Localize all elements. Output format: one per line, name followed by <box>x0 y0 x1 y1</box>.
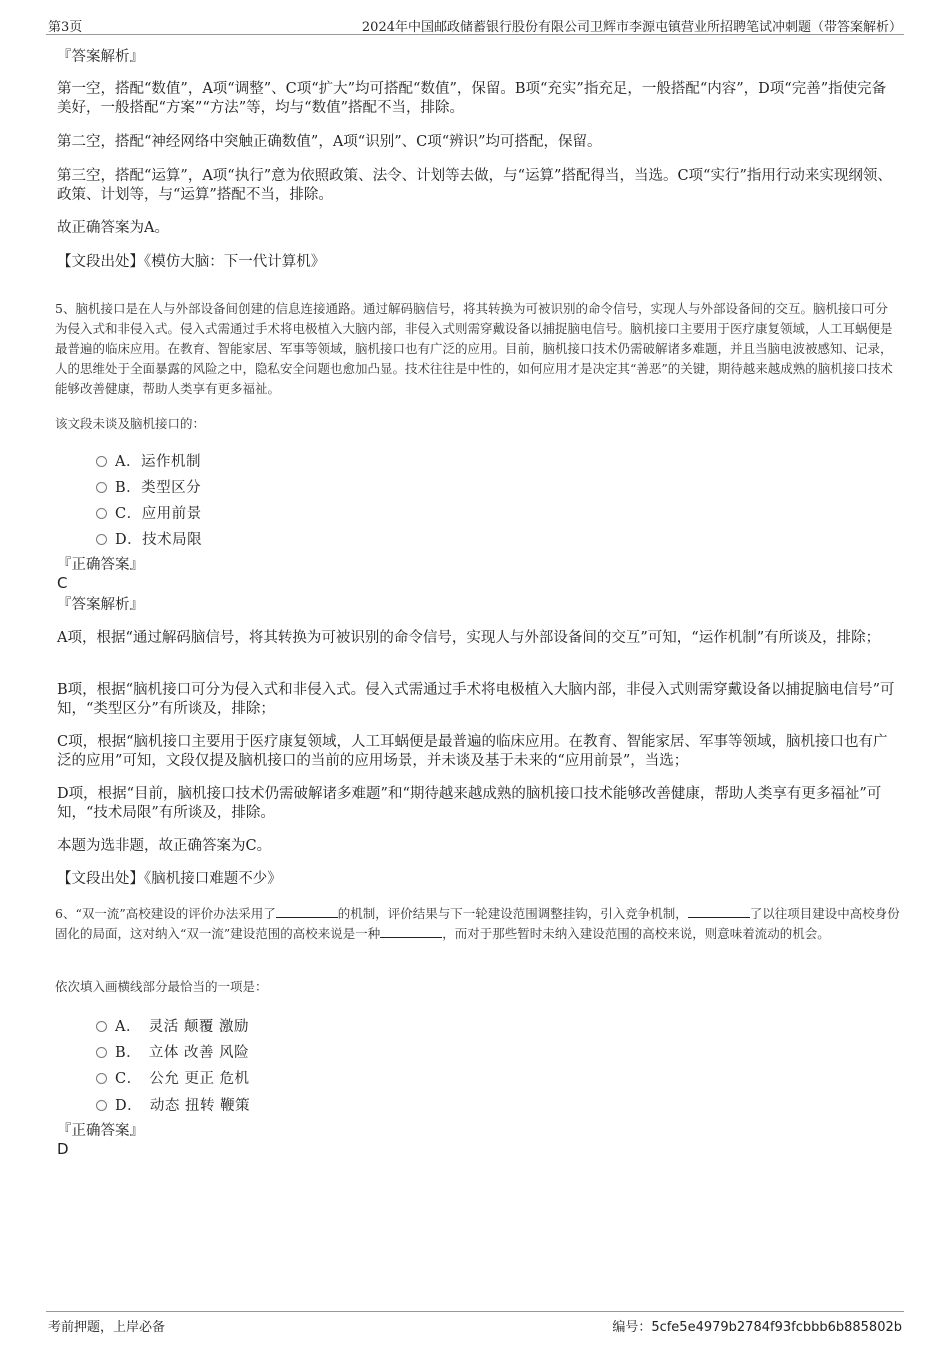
document-id: 编号：5cfe5e4979b2784f93fcbbb6b885802b <box>612 1320 902 1335</box>
radio-icon[interactable] <box>96 508 107 519</box>
radio-icon[interactable] <box>96 1047 107 1058</box>
q5-passage: 5、脑机接口是在人与外部设备间创建的信息连接通路。通过解码脑信号，将其转换为可被识别的命令信号，实现人与外部设备间的交互。脑机接口可分为侵入式和非侵入式。侵入式需通过手术将电极植入大脑内部，非侵入式则需穿戴设备以捕捉脑电信号。脑机接口主要用于医疗康复领域，人工耳蜗便是最普遍的临床应用。在教育、智能家居、军事等领域，脑机接口也有广泛的应用。目前，脑机接口技术仍需破解诸多难题，并且当脑电波被感知、记录，人的思维处于全面暴露的风险之中，隐私安全问题也愈加凸显。技术往往是中性的，如何应用才是决定其“善恶”的关键，期待越来越成熟的脑机接口技术能够改善健康，帮助人类享有更多福祉。 <box>55 301 893 396</box>
radio-icon[interactable] <box>96 1100 107 1111</box>
q6-option-a[interactable]: A． 灵活 颠覆 激励 <box>96 1015 249 1036</box>
page-footer <box>46 1311 904 1336</box>
q5-option-a[interactable]: A．运作机制 <box>96 450 201 471</box>
q4-analysis-p3: 第三空，搭配“运算”，A项“执行”意为依照政策、法令、计划等去做，与“运算”搭配得当，当选。C项“实行”指用行动来实现纲领、政策、计划等，与“运算”搭配不当，排除。 <box>57 168 892 203</box>
q5-correct-answer: C <box>57 574 68 592</box>
q4-source: 【文段出处】《模仿大脑：下一代计算机》 <box>57 254 326 270</box>
radio-icon[interactable] <box>96 1021 107 1032</box>
q6-stem: 6、“双一流”高校建设的评价办法采用了 的机制，评价结果与下一轮建设范围调整挂钩，引入竞争机制， 了以往项目建设中高校身份固化的局面，这对纳入“双一流”建设范围的高校来说是一种 ，而对于那些暂时未纳入建设范围的高校来说，则意味着流动的机会。 <box>55 906 900 941</box>
q6-blank-3 <box>380 925 442 938</box>
q6-blank-2 <box>688 905 750 918</box>
q4-analysis-p4: 故正确答案为A。 <box>57 220 169 236</box>
radio-icon[interactable] <box>96 534 107 545</box>
q6-option-d[interactable]: D． 动态 扭转 鞭策 <box>96 1094 250 1115</box>
q5-option-b[interactable]: B．类型区分 <box>96 476 201 497</box>
q6-option-b[interactable]: B． 立体 改善 风险 <box>96 1041 249 1062</box>
q6-correct-label: 『正确答案』 <box>57 1123 144 1139</box>
q6-question: 依次填入画横线部分最恰当的一项是： <box>55 979 268 994</box>
document-title: 2024年中国邮政储蓄银行股份有限公司卫辉市李源屯镇营业所招聘笔试冲刺题（带答案解析） <box>361 20 902 35</box>
page-number: 第3页 <box>48 20 83 35</box>
radio-icon[interactable] <box>96 1073 107 1084</box>
page-header <box>46 14 904 35</box>
q6-blank-1 <box>276 905 338 918</box>
q4-analysis-p2: 第二空，搭配“神经网络中突触正确数值”，A项“识别”、C项“辨识”均可搭配，保留。 <box>57 134 602 150</box>
q5-analysis-d: D项，根据“目前，脑机接口技术仍需破解诸多难题”和“期待越来越成熟的脑机接口技术能够改善健康，帮助人类享有更多福祉”可知，“技术局限”有所谈及，排除。 <box>57 786 882 821</box>
radio-icon[interactable] <box>96 456 107 467</box>
q5-conclusion: 本题为选非题，故正确答案为C。 <box>57 838 272 854</box>
q5-analysis-c: C项，根据“脑机接口主要用于医疗康复领域，人工耳蜗便是最普遍的临床应用。在教育、智能家居、军事等领域，脑机接口也有广泛的应用”可知，文段仅提及脑机接口的当前的应用场景，并未谈及基于未来的“应用前景”，当选； <box>57 734 888 769</box>
q6-correct-answer: D <box>57 1140 69 1158</box>
q5-analysis-label: 『答案解析』 <box>57 597 144 613</box>
q4-analysis-label: 『答案解析』 <box>57 49 144 65</box>
q4-analysis-p1: 第一空，搭配“数值”，A项“调整”、C项“扩大”均可搭配“数值”，保留。B项“充实”指充足，一般搭配“内容”，D项“完善”指使完备美好，一般搭配“方案”“方法”等，均与“数值”搭配不当，排除。 <box>57 81 887 116</box>
q6-option-c[interactable]: C． 公允 更正 危机 <box>96 1067 250 1088</box>
q5-option-d[interactable]: D．技术局限 <box>96 528 202 549</box>
q5-correct-label: 『正确答案』 <box>57 557 144 573</box>
q5-analysis-b: B项，根据“脑机接口可分为侵入式和非侵入式。侵入式需通过手术将电极植入大脑内部，非侵入式则需穿戴设备以捕捉脑电信号”可知，“类型区分”有所谈及，排除； <box>57 682 895 717</box>
footer-slogan: 考前押题，上岸必备 <box>48 1320 166 1335</box>
q5-option-c[interactable]: C．应用前景 <box>96 502 202 523</box>
q5-source: 【文段出处】《脑机接口难题不少》 <box>57 871 282 887</box>
radio-icon[interactable] <box>96 482 107 493</box>
q5-analysis-a: A项，根据“通过解码脑信号，将其转换为可被识别的命令信号，实现人与外部设备间的交互”可知，“运作机制”有所谈及，排除； <box>57 630 881 646</box>
q5-question: 该文段未谈及脑机接口的： <box>55 416 206 431</box>
